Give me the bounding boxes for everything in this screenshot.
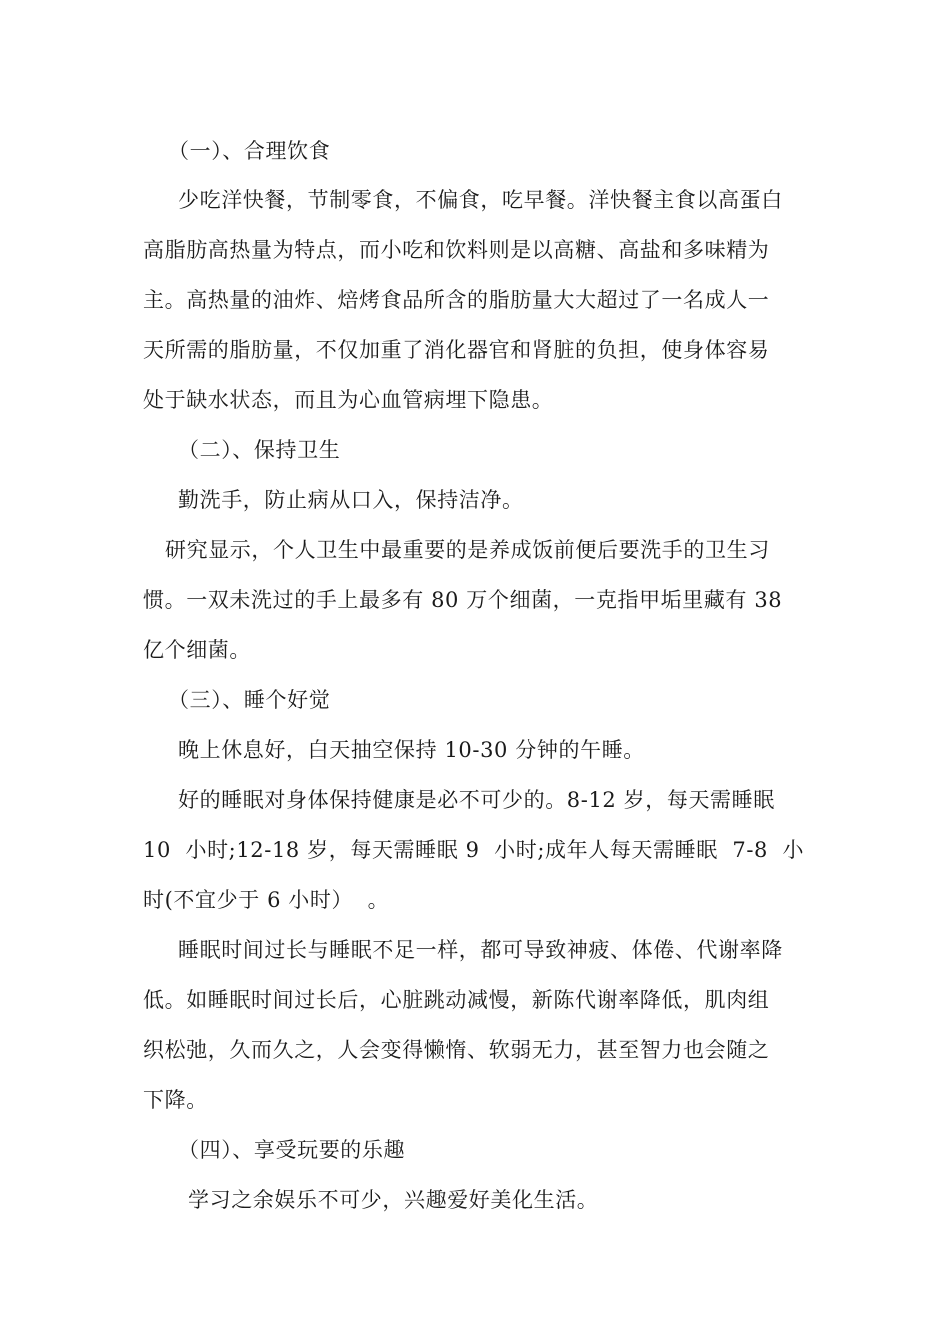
paragraph-line: 亿个细菌。 [143, 638, 251, 662]
paragraph-line: 晚上休息好，白天抽空保持 10-30 分钟的午睡。 [178, 738, 645, 762]
paragraph-line: 天所需的脂肪量，不仅加重了消化器官和肾脏的负担，使身体容易 [143, 338, 770, 362]
paragraph-line: 睡眠时间过长与睡眠不足一样，都可导致神疲、体倦、代谢率降 [178, 938, 783, 962]
paragraph-line: 处于缺水状态，而且为心血管病埋下隐患。 [143, 388, 554, 412]
paragraph-line: 好的睡眠对身体保持健康是必不可少的。8-12 岁，每天需睡眠 [178, 788, 775, 812]
paragraph-line: 时(不宜少于 6 小时） 。 [143, 888, 390, 912]
paragraph-line: 主。高热量的油炸、焙烤食品所含的脂肪量大大超过了一名成人一 [143, 288, 770, 312]
heading-section-4: （四）、享受玩要的乐趣 [178, 1138, 406, 1162]
paragraph-line: 10 小时;12-18 岁，每天需睡眠 9 小时;成年人每天需睡眠 7-8 小 [143, 838, 805, 862]
heading-section-2: （二）、保持卫生 [178, 438, 341, 462]
heading-section-3: （三）、睡个好觉 [168, 688, 331, 712]
paragraph-line: 惯。一双未洗过的手上最多有 80 万个细菌，一克指甲垢里藏有 38 [143, 588, 783, 612]
paragraph-line: 勤洗手，防止病从口入，保持洁净。 [178, 488, 524, 512]
paragraph-line: 少吃洋快餐，节制零食，不偏食，吃早餐。洋快餐主食以高蛋白 [178, 188, 783, 212]
paragraph-line: 织松弛，久而久之，人会变得懒惰、软弱无力，甚至智力也会随之 [143, 1038, 770, 1062]
paragraph-line: 研究显示，个人卫生中最重要的是养成饭前便后要洗手的卫生习 [165, 538, 770, 562]
paragraph-line: 高脂肪高热量为特点，而小吃和饮料则是以高糖、高盐和多味精为 [143, 238, 770, 262]
paragraph-line: 低。如睡眠时间过长后，心脏跳动减慢，新陈代谢率降低，肌肉组 [143, 988, 770, 1012]
paragraph-line: 下降。 [143, 1088, 208, 1112]
paragraph-line: 学习之余娱乐不可少，兴趣爱好美化生活。 [188, 1188, 599, 1212]
heading-section-1: （一）、合理饮食 [168, 139, 331, 163]
